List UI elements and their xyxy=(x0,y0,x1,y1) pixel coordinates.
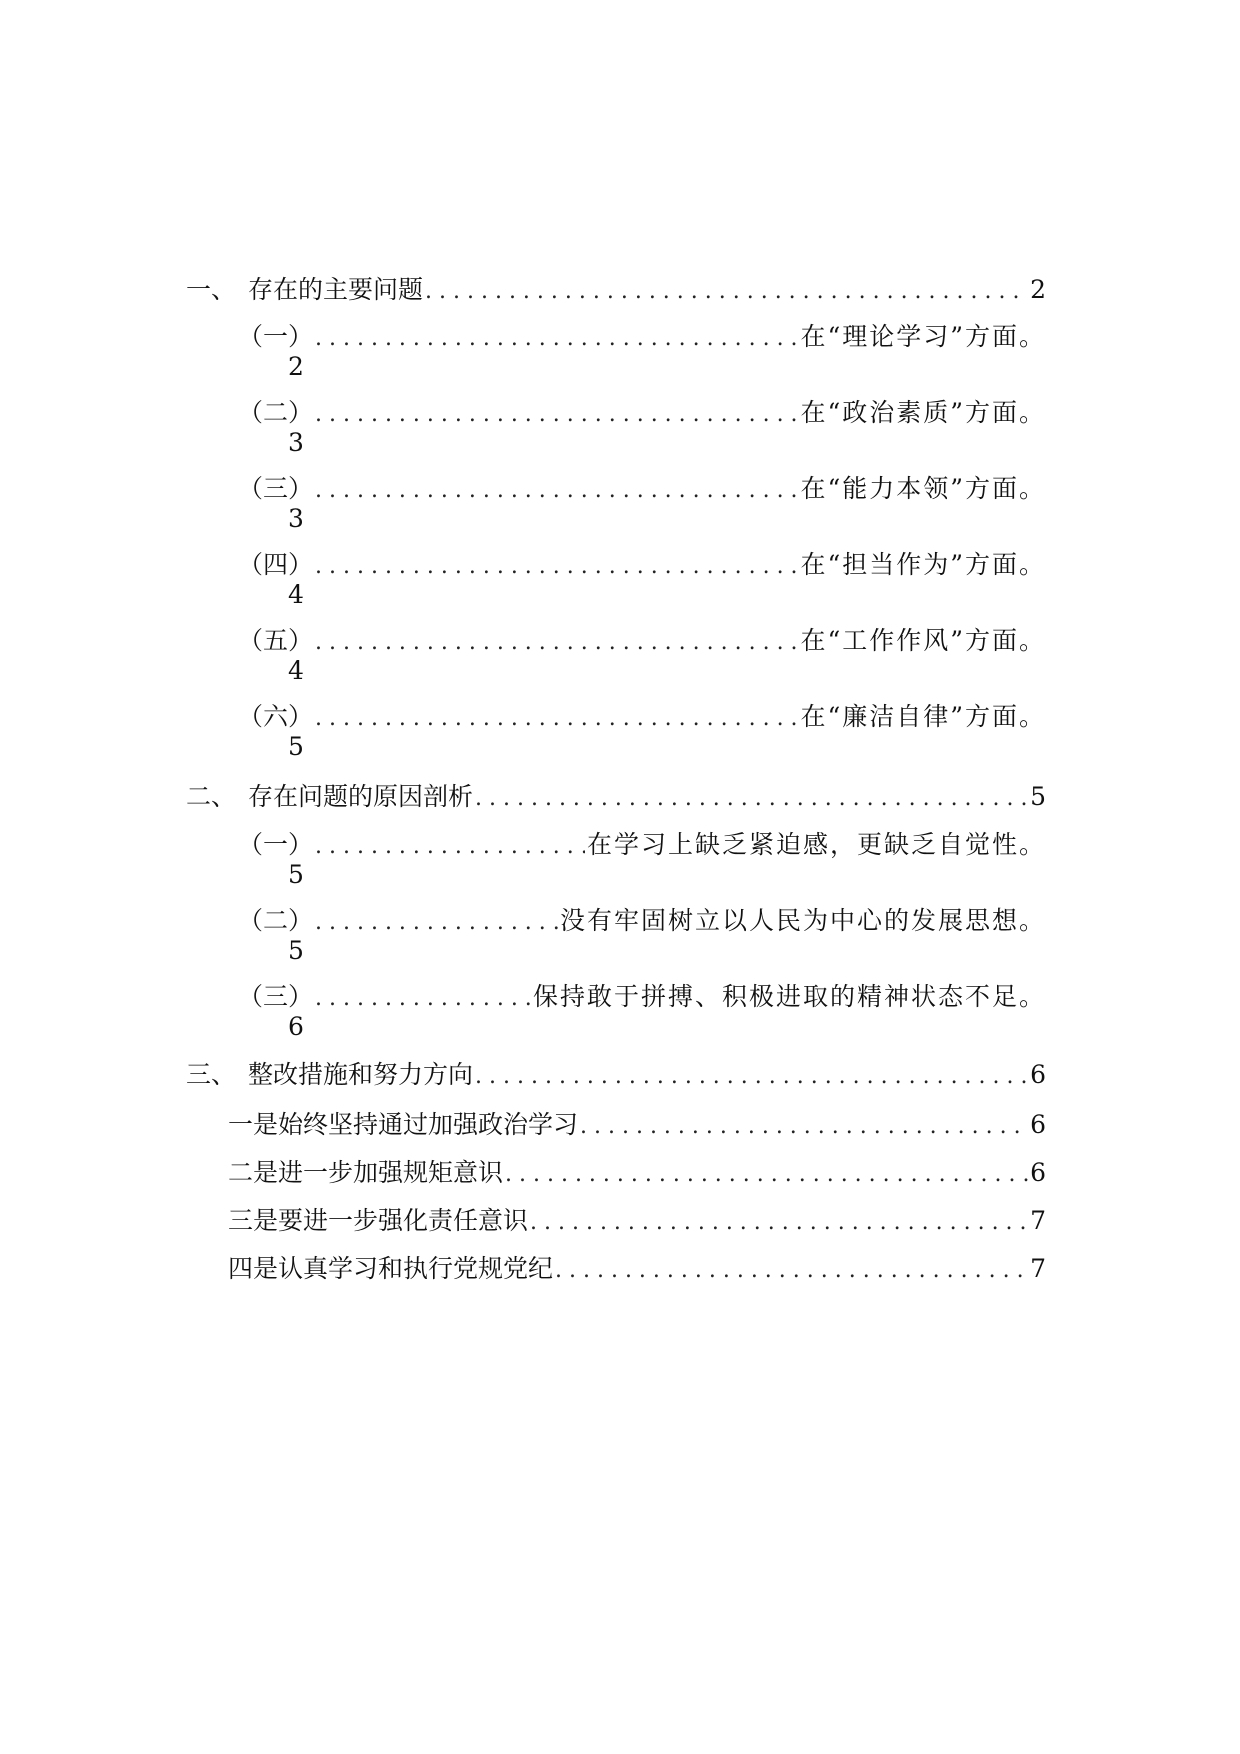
dot-leader xyxy=(315,474,798,506)
subsection-number: （二） xyxy=(238,398,314,427)
dot-leader xyxy=(315,906,558,938)
subsection-title: 在“能力本领”方面。 xyxy=(800,474,1046,503)
section-title: 存在的主要问题 xyxy=(248,275,424,304)
toc-entry-2-1[interactable] xyxy=(238,830,1046,860)
subsection-title: 在“理论学习”方面。 xyxy=(800,322,1046,351)
toc-entry-3-4[interactable] xyxy=(228,1254,1046,1284)
page-number: 7 xyxy=(1030,1206,1046,1235)
subsection-number: （六） xyxy=(238,702,314,731)
page-number: 4 xyxy=(288,656,304,685)
toc-entry-1-6[interactable] xyxy=(238,702,1046,732)
dot-leader xyxy=(580,1110,1028,1142)
subsection-number: （二） xyxy=(238,906,314,935)
dot-leader xyxy=(505,1158,1028,1190)
section-title: 整改措施和努力方向 xyxy=(248,1060,474,1089)
subsection-title: 保持敢于拼搏、积极进取的精神状态不足。 xyxy=(532,982,1046,1011)
page-number: 6 xyxy=(288,1012,304,1041)
page-number: 6 xyxy=(1030,1060,1046,1089)
dot-leader xyxy=(315,702,798,734)
dot-leader xyxy=(315,982,531,1014)
page-number: 5 xyxy=(288,732,304,761)
dot-leader xyxy=(425,275,1028,307)
subsection-number: （四） xyxy=(238,550,314,579)
subsection-number: （三） xyxy=(238,982,314,1011)
dot-leader xyxy=(315,322,798,354)
toc-entry-section-1[interactable] xyxy=(186,275,1046,305)
page-number: 6 xyxy=(1030,1158,1046,1187)
section-title: 存在问题的原因剖析 xyxy=(248,782,474,811)
subsection-title: 在“担当作为”方面。 xyxy=(800,550,1046,579)
subsection-title: 在“廉洁自律”方面。 xyxy=(800,702,1046,731)
page-number: 7 xyxy=(1030,1254,1046,1283)
item-title: 三是要进一步强化责任意识 xyxy=(228,1206,529,1235)
dot-leader xyxy=(315,550,798,582)
section-number: 三、 xyxy=(186,1060,237,1089)
dot-leader xyxy=(530,1206,1028,1238)
toc-entry-1-5[interactable] xyxy=(238,626,1046,656)
page-number: 5 xyxy=(1030,782,1046,811)
page-number: 4 xyxy=(288,580,304,609)
toc-entry-2-3[interactable] xyxy=(238,982,1046,1012)
subsection-number: （一） xyxy=(238,830,314,859)
dot-leader xyxy=(315,626,798,658)
toc-entry-section-2[interactable] xyxy=(186,782,1046,812)
toc-entry-section-3[interactable] xyxy=(186,1060,1046,1090)
subsection-title: 没有牢固树立以人民为中心的发展思想。 xyxy=(559,906,1046,935)
toc-entry-1-1[interactable] xyxy=(238,322,1046,352)
subsection-number: （一） xyxy=(238,322,314,351)
subsection-title: 在“工作作风”方面。 xyxy=(800,626,1046,655)
dot-leader xyxy=(315,830,585,862)
section-number: 一、 xyxy=(186,275,237,304)
subsection-number: （三） xyxy=(238,474,314,503)
subsection-title: 在“政治素质”方面。 xyxy=(800,398,1046,427)
toc-entry-1-2[interactable] xyxy=(238,398,1046,428)
dot-leader xyxy=(475,1060,1028,1092)
dot-leader xyxy=(315,398,798,430)
dot-leader xyxy=(555,1254,1028,1286)
page-number: 3 xyxy=(288,504,304,533)
item-title: 一是始终坚持通过加强政治学习 xyxy=(228,1110,579,1139)
page-number: 5 xyxy=(288,936,304,965)
dot-leader xyxy=(475,782,1028,814)
page-number: 2 xyxy=(288,352,304,381)
page-number: 6 xyxy=(1030,1110,1046,1139)
toc-entry-2-2[interactable] xyxy=(238,906,1046,936)
item-title: 四是认真学习和执行党规党纪 xyxy=(228,1254,554,1283)
page-number: 5 xyxy=(288,860,304,889)
toc-entry-3-2[interactable] xyxy=(228,1158,1046,1188)
toc-entry-3-1[interactable] xyxy=(228,1110,1046,1140)
page-number: 2 xyxy=(1030,275,1046,304)
toc-entry-1-3[interactable] xyxy=(238,474,1046,504)
toc-entry-3-3[interactable] xyxy=(228,1206,1046,1236)
section-number: 二、 xyxy=(186,782,237,811)
subsection-title: 在学习上缺乏紧迫感，更缺乏自觉性。 xyxy=(586,830,1046,859)
toc-entry-1-4[interactable] xyxy=(238,550,1046,580)
item-title: 二是进一步加强规矩意识 xyxy=(228,1158,504,1187)
subsection-number: （五） xyxy=(238,626,314,655)
page-number: 3 xyxy=(288,428,304,457)
